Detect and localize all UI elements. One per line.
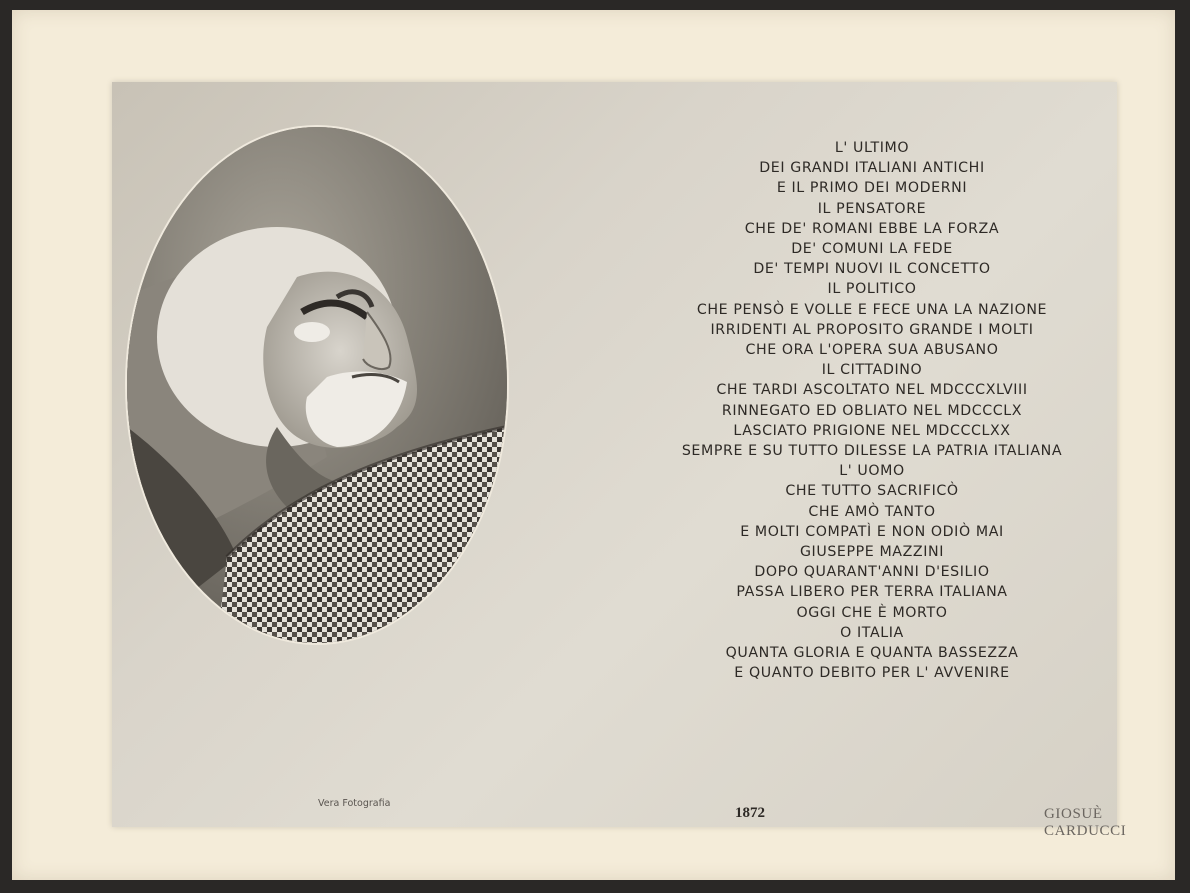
poem-line: L' ULTIMO: [834, 140, 910, 156]
poem-line: IL PENSATORE: [817, 200, 927, 217]
poem-line: IL CITTADINO: [821, 362, 923, 379]
poem-line: CHE TUTTO SACRIFICÒ: [785, 483, 959, 500]
poem-line: IRRIDENTI AL PROPOSITO GRANDE I MOLTI: [710, 321, 1034, 338]
poem-line: SEMPRE E SU TUTTO DILESSE LA PATRIA ITALIANA: [681, 443, 1063, 460]
photo-card: [12, 10, 1175, 880]
epitaph-text: [632, 138, 1112, 683]
poem-line: CHE AMÒ TANTO: [808, 503, 936, 520]
poem-line: IL POLITICO: [827, 281, 917, 298]
poem-line: LASCIATO PRIGIONE NEL MDCCCLXX: [733, 422, 1011, 439]
poem-line: CHE ORA L'OPERA SUA ABUSANO: [745, 342, 999, 359]
poem-line: DEI GRANDI ITALIANI ANTICHI: [759, 160, 985, 177]
author-signature: GIOSUÈ CARDUCCI: [1044, 806, 1127, 839]
year-label: 1872: [735, 805, 765, 821]
poem-line: E MOLTI COMPATÌ E NON ODIÒ MAI: [740, 523, 1004, 540]
poem-line: GIUSEPPE MAZZINI: [799, 544, 945, 561]
poem-line: CHE DE' ROMANI EBBE LA FORZA: [744, 220, 1000, 237]
poem-line: RINNEGATO ED OBLIATO NEL MDCCCLX: [721, 402, 1023, 419]
poem-line: L' UOMO: [839, 463, 905, 480]
portrait-image: [127, 127, 507, 643]
poem-line: QUANTA GLORIA E QUANTA BASSEZZA: [725, 645, 1019, 662]
poem-line: E QUANTO DEBITO PER L' AVVENIRE: [734, 665, 1010, 682]
poem-line: CHE PENSÒ E VOLLE E FECE UNA LA NAZIONE: [696, 301, 1048, 318]
poem-line: OGGI CHE È MORTO: [796, 604, 948, 621]
poem-line: O ITALIA: [840, 624, 904, 641]
photo-credit: Vera Fotografia: [318, 798, 391, 809]
poem-line: DE' COMUNI LA FEDE: [791, 241, 953, 258]
photo-print: [112, 82, 1127, 839]
poem-line: E IL PRIMO DEI MODERNI: [776, 180, 968, 197]
poem-line: DOPO QUARANT'ANNI D'ESILIO: [754, 564, 990, 581]
poem-line: CHE TARDI ASCOLTATO NEL MDCCCXLVIII: [716, 382, 1028, 399]
poem-line: PASSA LIBERO PER TERRA ITALIANA: [736, 584, 1008, 601]
poem-line: DE' TEMPI NUOVI IL CONCETTO: [753, 261, 991, 278]
portrait-oval: [127, 127, 507, 643]
